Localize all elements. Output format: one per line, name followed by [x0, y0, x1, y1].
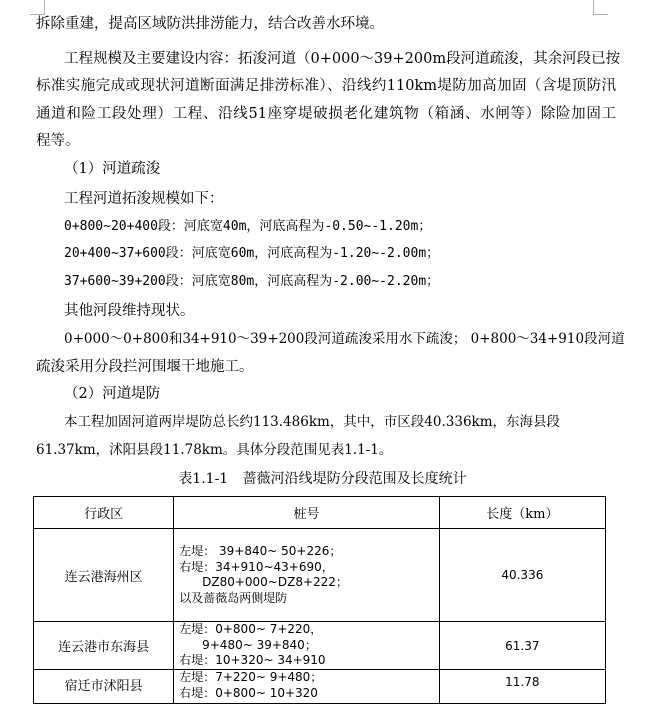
table-header-row [34, 497, 606, 529]
paragraph: 程等。 [36, 133, 80, 149]
region-cell: 宿迁市沭阳县 [34, 670, 174, 704]
pile-line: 右堤：34+910~43+690， [179, 559, 334, 574]
paragraph: 拆除重建，提高区域防洪排涝能力，结合改善水环境。 [36, 16, 384, 32]
paragraph: 其他河段维持现状。 [64, 303, 195, 319]
paragraph: 疏浚采用分段拦河围堰干地施工。 [36, 359, 254, 375]
table-row [34, 622, 606, 670]
section-heading: （1）河道疏浚 [64, 161, 161, 177]
paragraph: 20+400~37+600段：河底宽60m，河底高程为-1.20~-2.00m； [64, 246, 440, 261]
pile-line: 左堤：0+800~ 7+220， [179, 622, 323, 637]
table-row [34, 529, 606, 622]
table-row [34, 670, 606, 704]
column-header: 长度（km） [439, 497, 605, 529]
margin-corner-mark [30, 0, 45, 15]
column-header: 桩号 [174, 497, 439, 529]
paragraph: 0+000～0+800和34+910～39+200段河道疏浚采用水下疏浚； 0+800～34+910段河道 [64, 331, 625, 347]
region-cell: 连云港海州区 [34, 529, 174, 622]
paragraph: 37+600~39+200段：河底宽80m，河底高程为-2.00~-2.20m； [64, 274, 440, 289]
margin-corner-mark [593, 0, 608, 15]
segment-table [33, 496, 606, 704]
pile-cell [174, 529, 439, 622]
pile-line: DZ80+000~DZ8+222； [179, 575, 348, 589]
paragraph: 61.37km，沭阳县段11.78km。具体分段范围见表1.1-1。 [36, 442, 393, 458]
region-cell: 连云港市东海县 [34, 622, 174, 670]
pile-cell [174, 670, 439, 704]
paragraph: 工程河道拓浚规模如下： [64, 191, 224, 207]
paragraph: 0+800~20+400段：河底宽40m，河底高程为-0.50~-1.20m； [64, 219, 432, 234]
pile-line: 左堤： 39+840~ 50+226； [179, 544, 342, 558]
section-heading: （2）河道堤防 [64, 386, 161, 402]
length-cell: 11.78 [439, 670, 605, 704]
pile-line: 以及蔷薇岛两侧堤防 [179, 590, 288, 605]
pile-cell [174, 622, 439, 670]
paragraph: 标准实施完成或现状河道断面满足排涝标准）、沿线约110km堤防加高加固（含堤顶防汛 [36, 78, 616, 94]
pile-line: 右堤：10+320~ 34+910 [179, 653, 326, 668]
paragraph: 工程规模及主要建设内容：拓浚河道（0+000～39+200m段河道疏浚，其余河段已按 [64, 51, 621, 67]
table-caption: 表1.1-1 蔷薇河沿线堤防分段范围及长度统计 [178, 471, 467, 487]
paragraph: 本工程加固河道两岸堤防总长约113.486km，其中，市区段40.336km，东海县段 [64, 414, 561, 430]
pile-line: 左堤：7+220~ 9+480； [179, 670, 323, 684]
pile-line: 9+480~ 39+840； [179, 637, 317, 652]
length-cell: 40.336 [439, 529, 605, 622]
pile-line: 右堤：0+800~ 10+320 [179, 685, 318, 700]
length-cell: 61.37 [439, 622, 605, 670]
paragraph: 通道和险工段处理）工程、沿线51座穿堤破损老化建筑物（箱涵、水闸等）除险加固工 [36, 106, 616, 122]
column-header: 行政区 [34, 497, 174, 529]
